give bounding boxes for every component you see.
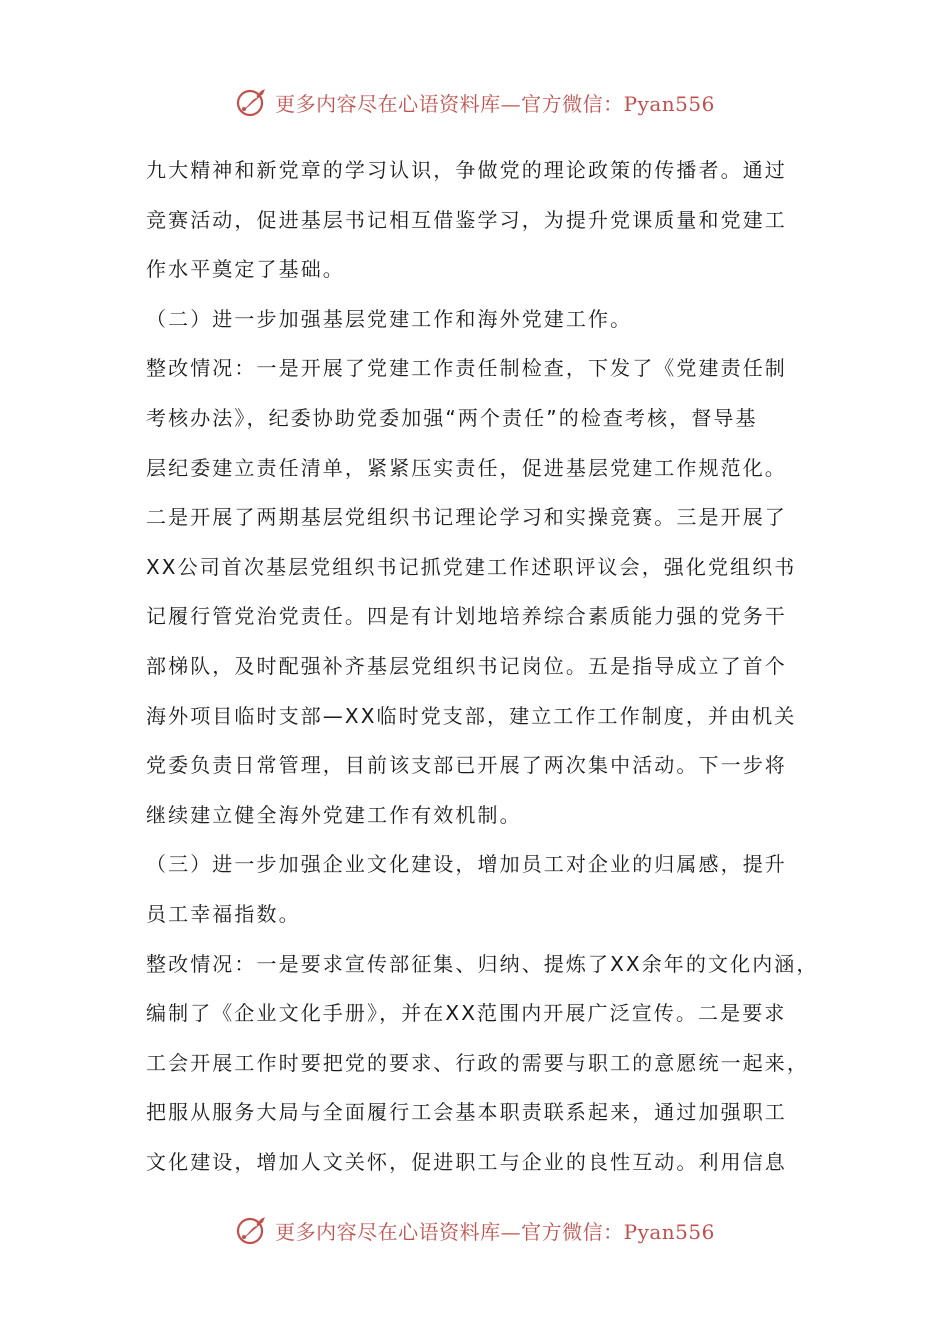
body-line: 整改情况：一是要求宣传部征集、归纳、提炼了XX余年的文化内涵，: [146, 951, 819, 976]
body-line: 把服从服务大局与全面履行工会基本职责联系起来，通过加强职工: [146, 1100, 787, 1125]
section-heading-continued: 员工幸福指数。: [146, 901, 301, 926]
body-line: 编制了《企业文化手册》，并在XX范围内开展广泛宣传。二是要求: [146, 1001, 787, 1026]
body-line: 工会开展工作时要把党的要求、行政的需要与职工的意愿统一起来，: [146, 1050, 809, 1075]
body-line: 记履行管党治党责任。四是有计划地培养综合素质能力强的党务干: [146, 604, 787, 629]
body-line: 考核办法》，纪委协助党委加强“两个责任”的检查考核，督导基: [146, 405, 758, 430]
section-heading: （二）进一步加强基层党建工作和海外党建工作。: [146, 306, 633, 331]
body-line: 竞赛活动，促进基层书记相互借鉴学习，为提升党课质量和党建工: [146, 207, 787, 232]
body-line: XX公司首次基层党组织书记抓党建工作述职评议会，强化党组织书: [146, 554, 797, 579]
body-line: 九大精神和新党章的学习认识，争做党的理论政策的传播者。通过: [146, 158, 787, 182]
footer-banner: [0, 1210, 950, 1250]
body-line: 作水平奠定了基础。: [146, 257, 345, 282]
body-line: 党委负责日常管理，目前该支部已开展了两次集中活动。下一步将: [146, 753, 787, 778]
quill-pen-logo-icon: [235, 1213, 269, 1247]
body-line: 整改情况：一是开展了党建工作责任制检查，下发了《党建责任制: [146, 356, 787, 381]
document-body: [146, 146, 819, 1187]
header-banner-text: 更多内容尽在心语资料库—官方微信：Pyan556: [275, 91, 715, 116]
body-line: 部梯队，及时配强补齐基层党组织书记岗位。五是指导成立了首个: [146, 653, 787, 678]
body-line: 海外项目临时支部—XX临时党支部，建立工作工作制度，并由机关: [146, 703, 797, 728]
quill-pen-logo-icon: [235, 85, 269, 119]
body-line: 层纪委建立责任清单，紧紧压实责任，促进基层党建工作规范化。: [146, 455, 787, 480]
body-line: 二是开展了两期基层党组织书记理论学习和实操竞赛。三是开展了: [146, 505, 787, 530]
body-line: 继续建立健全海外党建工作有效机制。: [146, 802, 522, 827]
footer-banner-text: 更多内容尽在心语资料库—官方微信：Pyan556: [275, 1219, 715, 1244]
section-heading: （三）进一步加强企业文化建设，增加员工对企业的归属感，提升: [146, 852, 787, 877]
body-line: 文化建设，增加人文关怀，促进职工与企业的良性互动。利用信息: [146, 1149, 787, 1174]
header-banner: [0, 82, 950, 122]
